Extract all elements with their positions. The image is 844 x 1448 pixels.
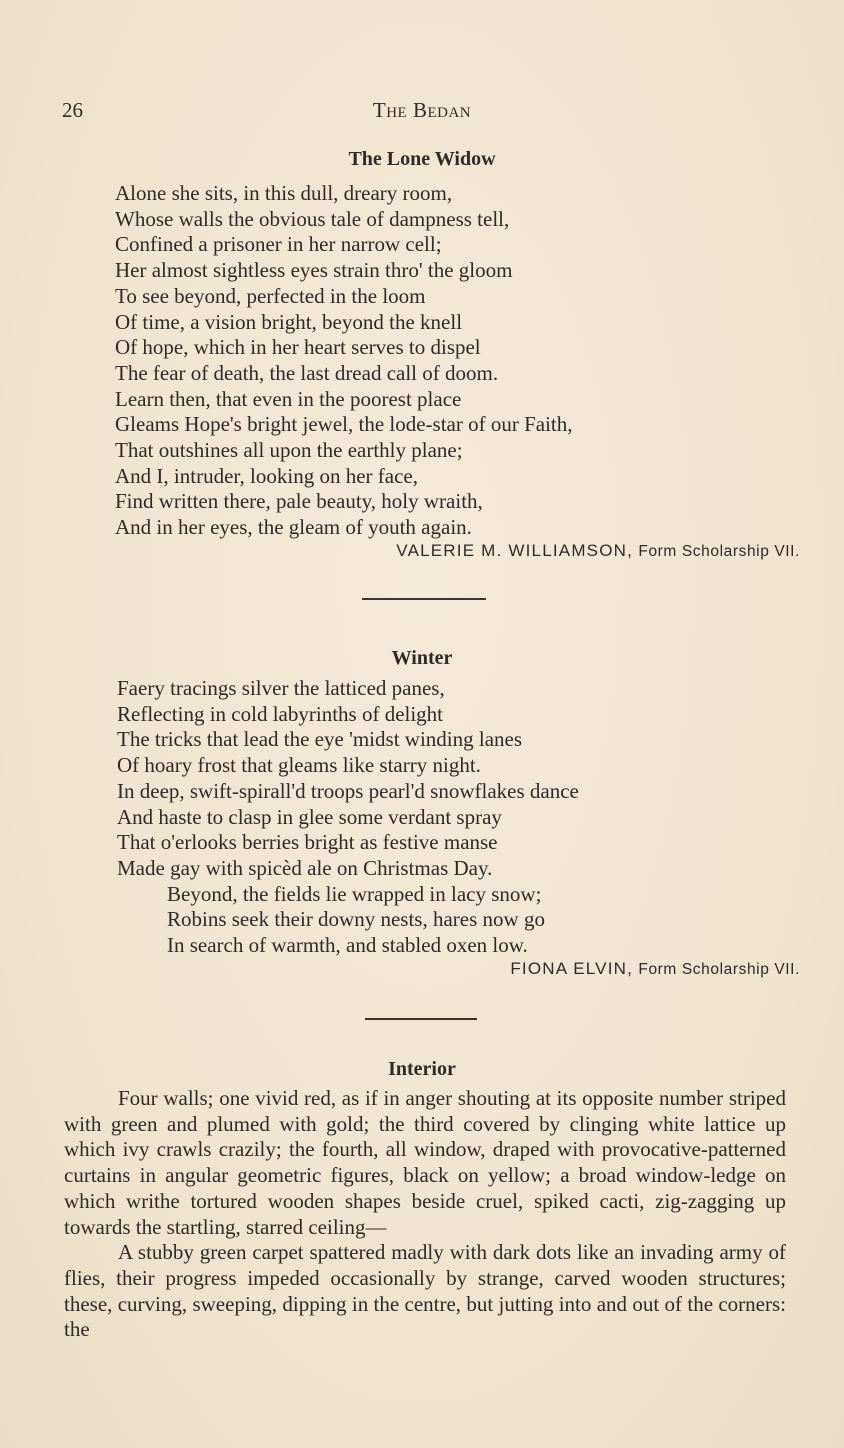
verse-line: Beyond, the fields lie wrapped in lacy snow;	[167, 881, 542, 906]
prose-body	[64, 1086, 786, 1343]
verse-line: Alone she sits, in this dull, dreary room,	[115, 181, 453, 205]
verse-line: Learn then, that even in the poorest place	[115, 386, 462, 411]
author-form: Form Scholarship VII.	[638, 543, 800, 560]
author-name: FIONA ELVIN,	[510, 959, 634, 978]
page-number: 26	[62, 98, 83, 122]
verse-line: Of hoary frost that gleams like starry night.	[117, 753, 481, 778]
verse-line: Faery tracings silver the latticed panes,	[117, 676, 445, 700]
verse-line: Gleams Hope's bright jewel, the lode-star of our Faith,	[115, 412, 573, 437]
author-attribution	[510, 959, 800, 979]
author-name: VALERIE M. WILLIAMSON,	[396, 541, 634, 560]
poem-verse	[115, 181, 573, 541]
verse-line: That o'erlooks berries bright as festive manse	[117, 830, 498, 855]
verse-line: Her almost sightless eyes strain thro' the gloom	[115, 258, 513, 283]
verse-line: Made gay with spicèd ale on Christmas Day.	[117, 855, 493, 880]
verse-line: The tricks that lead the eye 'midst winding lanes	[117, 727, 523, 752]
verse-line: Robins seek their downy nests, hares now go	[167, 907, 545, 932]
section-title: Interior	[388, 1058, 456, 1080]
author-attribution	[396, 541, 800, 561]
poem-title: The Lone Widow	[348, 148, 496, 170]
verse-line: The fear of death, the last dread call of doom.	[115, 360, 499, 385]
poem-verse	[117, 676, 579, 959]
verse-line: And I, intruder, looking on her face,	[115, 463, 418, 488]
page-header	[62, 98, 782, 122]
verse-line: And haste to clasp in glee some verdant spray	[117, 804, 502, 829]
prose-paragraph: Four walls; one vivid red, as if in anger shouting at its opposite number striped with green and plumed with gold; the third covered by clinging white lattice up which ivy crawls crazily; the fourth, all window, draped with provocative-patterned curtains in angular geometric figures, black on yellow; a broad window-ledge on which writhe tortured wooden shapes beside cruel, spiked cacti, zig-zagging up towards the startling, starred ceiling—	[64, 1086, 786, 1239]
verse-line: Of time, a vision bright, beyond the knell	[115, 309, 463, 334]
verse-line: In deep, swift-spirall'd troops pearl'd snowflakes dance	[117, 778, 579, 803]
verse-line: And in her eyes, the gleam of youth again.	[115, 515, 472, 540]
verse-line: In search of warmth, and stabled oxen low.	[167, 933, 528, 958]
poem-title: Winter	[391, 647, 453, 669]
verse-line: Reflecting in cold labyrinths of delight	[117, 701, 444, 726]
verse-line: Find written there, pale beauty, holy wraith,	[115, 489, 483, 514]
verse-line: Of hope, which in her heart serves to dispel	[115, 335, 481, 360]
running-title: The Bedan	[372, 98, 472, 122]
section-divider	[362, 598, 486, 600]
section-divider	[365, 1018, 477, 1020]
author-form: Form Scholarship VII.	[638, 961, 800, 978]
verse-line: That outshines all upon the earthly plane;	[115, 438, 463, 463]
prose-paragraph: A stubby green carpet spattered madly with dark dots like an invading army of flies, their progress impeded occasionally by strange, carved wooden structures; these, curving, sweeping, dipping in the centre, but jutting into and out of the corners: the	[64, 1240, 786, 1342]
verse-line: Whose walls the obvious tale of dampness tell,	[115, 206, 510, 231]
verse-line: Confined a prisoner in her narrow cell;	[115, 232, 442, 257]
verse-line: To see beyond, perfected in the loom	[115, 283, 426, 308]
